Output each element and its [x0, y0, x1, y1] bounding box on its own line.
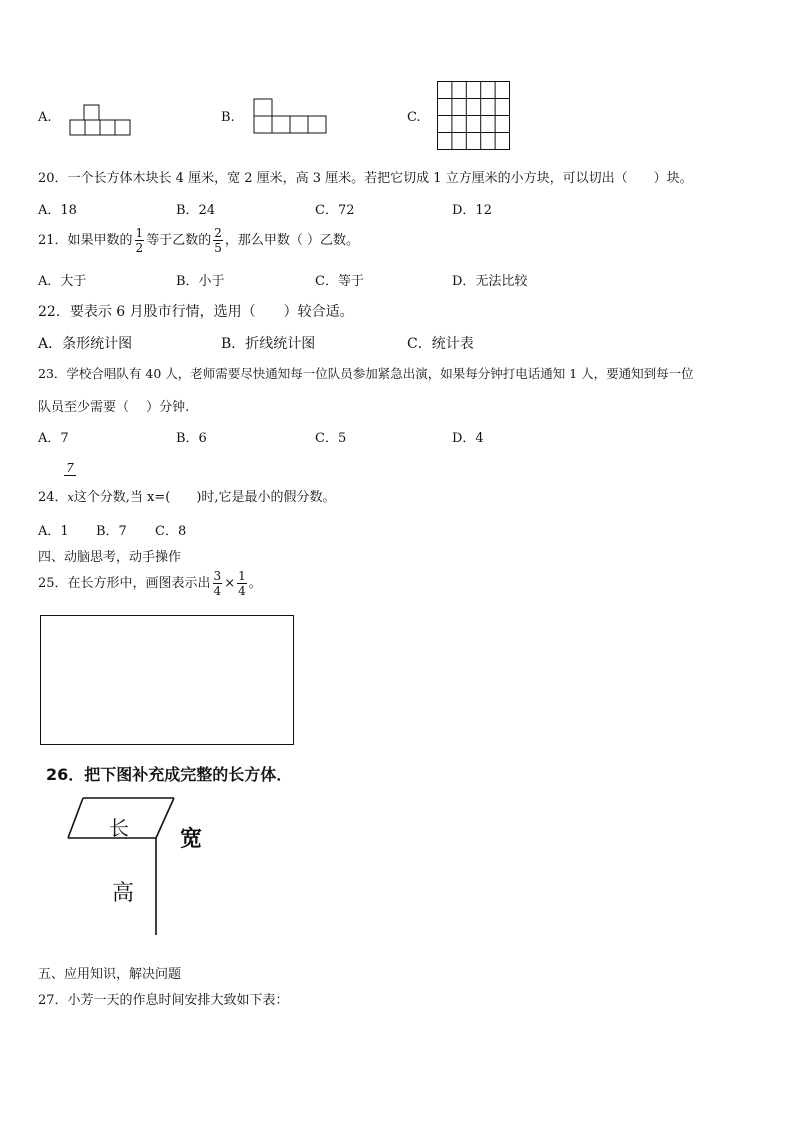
q25-fraction-2-numerator: 1 [238, 569, 246, 583]
q24-option-a: A．1 [38, 524, 69, 539]
q26-cuboid-figure [66, 797, 226, 937]
q21-option-c: C．等于 [315, 274, 364, 289]
q20-option-b: B．24 [176, 203, 216, 218]
q21-middle: 等于乙数的 [146, 233, 212, 248]
q25-times: × [224, 576, 236, 591]
q25-drawing-rectangle[interactable] [40, 615, 294, 745]
q25-suffix: 。 [248, 576, 262, 591]
q19-option-b-figure [254, 99, 330, 135]
q26-label-height: 高 [112, 881, 135, 906]
q21-option-a: A．大于 [38, 274, 87, 289]
q19-option-c-figure [437, 81, 511, 151]
q25-fraction-2 [237, 569, 247, 598]
q24-text: 这个分数,当 x=( )时,它是最小的假分数。 [73, 490, 336, 505]
q26-label-width: 宽 [180, 826, 203, 852]
q24-option-b: B．7 [96, 524, 127, 539]
q21-fraction-1 [135, 226, 145, 255]
section-5-title: 五、应用知识，解决问题 [38, 967, 182, 982]
q20-option-d: D．12 [452, 203, 492, 218]
q21-question [38, 226, 359, 255]
q21-fraction-1-denominator: 2 [135, 241, 144, 255]
q23-question-line-2: 队员至少需要（ ）分钟. [38, 400, 190, 415]
q23-option-d: D．4 [452, 431, 484, 446]
q19-option-c-label: C. [407, 110, 421, 125]
q21-fraction-2-denominator: 5 [214, 241, 222, 255]
q22-option-c: C．统计表 [407, 336, 474, 352]
q25-prefix: 25．在长方形中，画图表示出 [38, 576, 211, 591]
q23-option-b: B．6 [176, 431, 207, 446]
q26-question: 26．把下图补充成完整的长方体． [46, 765, 293, 784]
q26-label-length: 长 [109, 816, 129, 840]
q21-fraction-1-numerator: 1 [135, 226, 144, 240]
q22-question: 22．要表示 6 月股市行情，选用（ ）较合适。 [38, 304, 354, 320]
q24-question [38, 486, 336, 505]
q22-option-b: B．折线统计图 [221, 336, 316, 352]
q24-fraction-denominator: x [67, 491, 74, 504]
q27-question: 27．小芳一天的作息时间安排大致如下表： [38, 993, 289, 1008]
q21-option-b: B．小于 [176, 274, 225, 289]
q21-fraction-2 [213, 226, 223, 255]
q22-option-a: A．条形统计图 [38, 336, 133, 352]
q23-question-line-1: 23．学校合唱队有 40 人，老师需要尽快通知每一位队员参加紧急出演，如果每分钟打电话通知 1 人，要通知到每一位 [38, 366, 694, 381]
q24-fraction-numerator: 7 [64, 462, 76, 476]
q21-suffix: ，那么甲数（ ）乙数。 [224, 233, 359, 248]
q20-option-a: A．18 [38, 203, 77, 218]
q23-option-c: C．5 [315, 431, 347, 446]
q19-option-a-label: A. [38, 110, 52, 125]
q19-option-b-label: B. [221, 110, 235, 125]
q24-prefix: 24． [38, 490, 68, 505]
q25-fraction-2-denominator: 4 [238, 584, 246, 598]
q19-option-a-figure [70, 103, 132, 137]
q25-question [38, 569, 262, 598]
q20-option-c: C．72 [315, 203, 355, 218]
q24-option-c: C．8 [155, 524, 187, 539]
section-4-title: 四、动脑思考，动手操作 [38, 550, 182, 565]
q21-option-d: D．无法比较 [452, 274, 528, 289]
q25-fraction-1-denominator: 4 [213, 584, 222, 598]
q24-fraction [64, 462, 76, 476]
q20-question: 20．一个长方体木块长 4 厘米，宽 2 厘米，高 3 厘米。若把它切成 1 立方厘米的小方块，可以切出（ ）块。 [38, 171, 693, 186]
q21-fraction-2-numerator: 2 [214, 226, 222, 240]
q21-prefix: 21．如果甲数的 [38, 233, 133, 248]
q23-option-a: A．7 [38, 431, 69, 446]
q25-fraction-1 [213, 569, 223, 598]
q25-fraction-1-numerator: 3 [213, 569, 222, 583]
